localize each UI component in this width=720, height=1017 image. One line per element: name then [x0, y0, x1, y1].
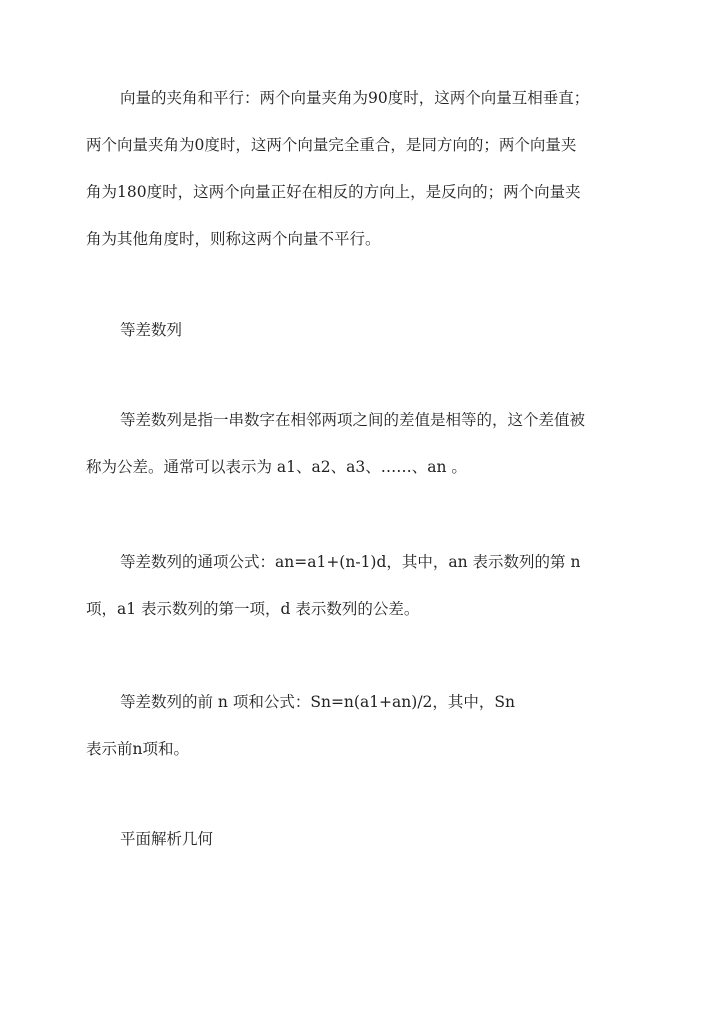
paragraph-line: 表示前n项和。 [86, 740, 189, 758]
section-heading-analytic-geometry: 平面解析几何 [120, 830, 214, 848]
paragraph-line: 角为180度时，这两个向量正好在相反的方向上，是反向的；两个向量夹 [86, 183, 581, 201]
paragraph-arithmetic-definition [86, 397, 646, 491]
paragraph-line: 项，a1 表示数列的第一项，d 表示数列的公差。 [86, 600, 420, 618]
paragraph-line: 等差数列是指一串数字在相邻两项之间的差值是相等的，这个差值被 [120, 411, 586, 429]
paragraph-line: 向量的夹角和平行：两个向量夹角为90度时，这两个向量互相垂直； [120, 89, 590, 107]
paragraph-sum-formula [86, 679, 646, 773]
paragraph-line: 两个向量夹角为0度时，这两个向量完全重合，是同方向的；两个向量夹 [86, 136, 577, 154]
paragraph-vectors [86, 75, 646, 263]
section-heading-arithmetic-sequence: 等差数列 [120, 321, 183, 339]
paragraph-line: 角为其他角度时，则称这两个向量不平行。 [86, 230, 381, 248]
paragraph-general-term-formula [86, 539, 646, 633]
paragraph-line: 称为公差。通常可以表示为 a1、a2、a3、……、an 。 [86, 458, 467, 476]
paragraph-line: 等差数列的前 n 项和公式：Sn=n(a1+an)/2，其中，Sn [120, 693, 516, 711]
paragraph-line: 等差数列的通项公式：an=a1+(n-1)d，其中，an 表示数列的第 n [120, 553, 581, 571]
